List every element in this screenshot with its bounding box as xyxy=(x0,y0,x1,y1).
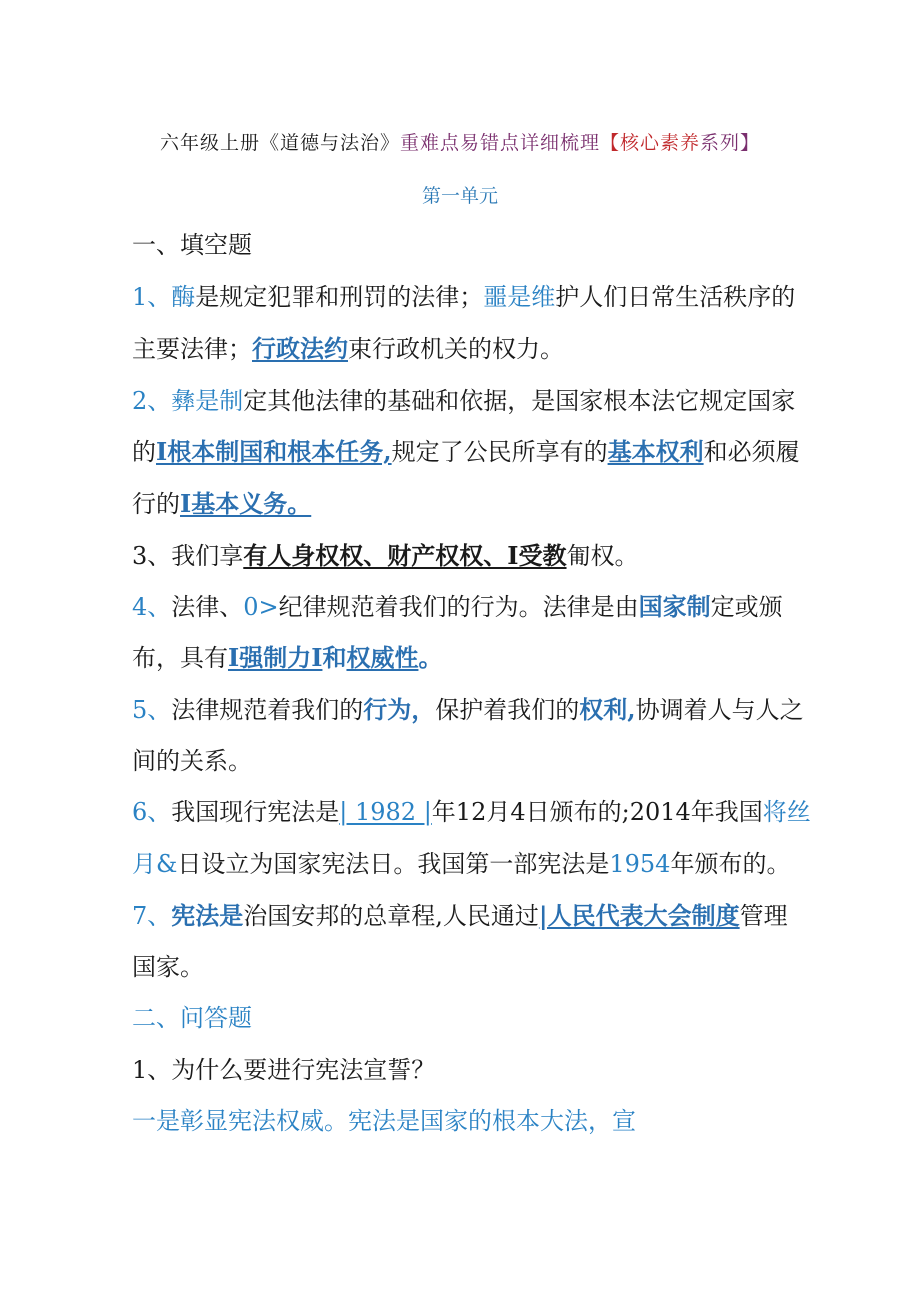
question-4-line-2: 布，具有I强制力I和权威性。 xyxy=(132,643,443,672)
unit-heading: 第一单元 xyxy=(421,185,498,207)
question-7-line-2: 国家。 xyxy=(132,953,204,981)
qa-answer-1: 一是彰显宪法权威。宪法是国家的根本大法，宣 xyxy=(132,1107,636,1135)
question-2-line-2: 的I根本制国和根本任务,规定了公民所享有的基本权利和必须履 xyxy=(132,437,800,466)
question-6-line-1: 6、我国现行宪法是| 1982 |年12月4日颁布的;2014年我国将丝 xyxy=(132,798,811,826)
question-5-line-1: 5、法律规范着我们的行为，保护着我们的权利,协调着人与人之 xyxy=(132,695,804,724)
question-7-line-1: 7、宪法是治国安邦的总章程,人民通过|人民代表大会制度管理 xyxy=(132,901,788,930)
question-1-line-2: 主要法律；行政法约束行政机关的权力。 xyxy=(132,334,564,363)
question-5-line-2: 间的关系。 xyxy=(132,747,252,775)
question-2-line-1: 2、彝是制定其他法律的基础和依据，是国家根本法它规定国家 xyxy=(132,387,796,415)
question-3-line-1: 3、我们享有人身权权、财产权权、I受教匍权。 xyxy=(132,541,639,570)
question-6-line-2: 月&日设立为国家宪法日。我国第一部宪法是1954年颁布的。 xyxy=(132,850,791,878)
document-title: 六年级上册《道德与法治》重难点易错点详细梳理【核心素养系列】 xyxy=(159,132,761,154)
section-heading-fill-blank: 一、填空题 xyxy=(132,231,252,259)
question-4-line-1: 4、法律、0>纪律规范着我们的行为。法律是由国家制定或颁 xyxy=(132,592,783,621)
question-2-line-3: 行的I基本义务。 xyxy=(132,489,312,518)
qa-question-1: 1、为什么要进行宪法宣誓？ xyxy=(132,1056,436,1084)
section-heading-qa: 二、问答题 xyxy=(132,1004,252,1032)
question-1-line-1: 1、酶是规定犯罪和刑罚的法律；噩是维护人们日常生活秩序的 xyxy=(132,283,796,311)
